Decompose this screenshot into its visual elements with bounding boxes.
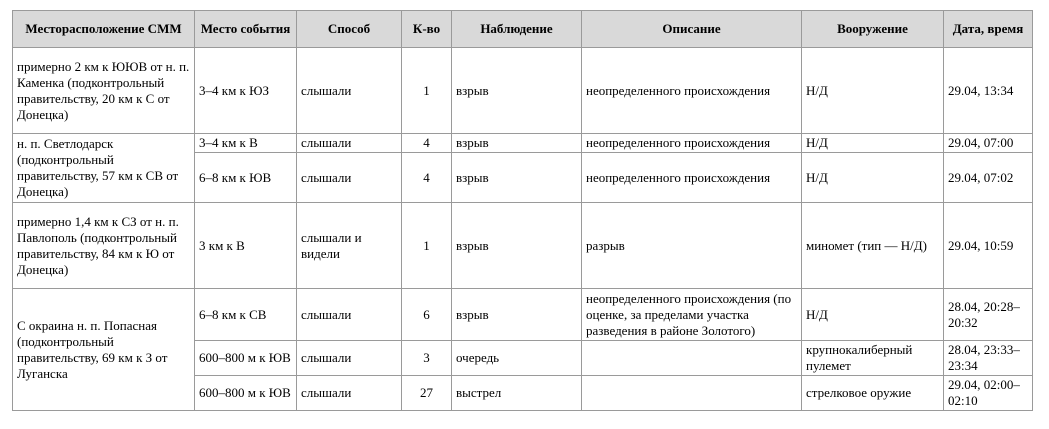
- description-cell: [582, 341, 802, 376]
- location-cell: примерно 1,4 км к СЗ от н. п. Павлополь (подконтрольный правительству, 84 км к Ю от Донецка): [13, 203, 195, 289]
- event-place-cell: 600–800 м к ЮВ: [195, 341, 297, 376]
- location-cell: н. п. Светлодарск (подконтрольный правительству, 57 км к СВ от Донецка): [13, 134, 195, 203]
- weapon-cell: Н/Д: [802, 153, 944, 203]
- event-place-cell: 6–8 км к ЮВ: [195, 153, 297, 203]
- header-description: Описание: [582, 11, 802, 48]
- header-event-place: Место события: [195, 11, 297, 48]
- observation-cell: выстрел: [452, 376, 582, 411]
- method-cell: слышали: [297, 341, 402, 376]
- observation-cell: взрыв: [452, 153, 582, 203]
- observation-cell: взрыв: [452, 289, 582, 341]
- table-row: [13, 134, 1033, 153]
- method-cell: слышали: [297, 376, 402, 411]
- observation-cell: взрыв: [452, 48, 582, 134]
- observation-cell: взрыв: [452, 203, 582, 289]
- datetime-cell: 28.04, 23:33–23:34: [944, 341, 1033, 376]
- event-place-cell: 3–4 км к В: [195, 134, 297, 153]
- header-row: [13, 11, 1033, 48]
- count-cell: 3: [402, 341, 452, 376]
- header-count: К-во: [402, 11, 452, 48]
- weapon-cell: стрелковое оружие: [802, 376, 944, 411]
- weapon-cell: миномет (тип — Н/Д): [802, 203, 944, 289]
- location-cell: примерно 2 км к ЮЮВ от н. п. Каменка (подконтрольный правительству, 20 км к С от Донецка): [13, 48, 195, 134]
- weapon-cell: Н/Д: [802, 289, 944, 341]
- weapon-cell: Н/Д: [802, 48, 944, 134]
- observation-cell: очередь: [452, 341, 582, 376]
- description-cell: неопределенного происхождения: [582, 153, 802, 203]
- header-datetime: Дата, время: [944, 11, 1033, 48]
- header-weapon: Вооружение: [802, 11, 944, 48]
- header-location: Месторасположение СММ: [13, 11, 195, 48]
- observations-table: [12, 10, 1033, 411]
- method-cell: слышали: [297, 134, 402, 153]
- observation-cell: взрыв: [452, 134, 582, 153]
- header-method: Способ: [297, 11, 402, 48]
- count-cell: 1: [402, 203, 452, 289]
- method-cell: слышали: [297, 153, 402, 203]
- count-cell: 1: [402, 48, 452, 134]
- table-row: [13, 203, 1033, 289]
- datetime-cell: 29.04, 02:00–02:10: [944, 376, 1033, 411]
- header-observation: Наблюдение: [452, 11, 582, 48]
- count-cell: 4: [402, 134, 452, 153]
- datetime-cell: 29.04, 10:59: [944, 203, 1033, 289]
- weapon-cell: Н/Д: [802, 134, 944, 153]
- report-table-container: [12, 10, 1033, 411]
- count-cell: 27: [402, 376, 452, 411]
- method-cell: слышали: [297, 48, 402, 134]
- weapon-cell: крупнокалиберный пулемет: [802, 341, 944, 376]
- table-row: [13, 289, 1033, 341]
- datetime-cell: 29.04, 13:34: [944, 48, 1033, 134]
- count-cell: 6: [402, 289, 452, 341]
- location-cell: С окраина н. п. Попасная (подконтрольный правительству, 69 км к З от Луганска: [13, 289, 195, 411]
- method-cell: слышали: [297, 289, 402, 341]
- table-row: [13, 48, 1033, 134]
- method-cell: слышали и видели: [297, 203, 402, 289]
- description-cell: неопределенного происхождения (по оценке, за пределами участка разведения в районе Золотого): [582, 289, 802, 341]
- event-place-cell: 6–8 км к СВ: [195, 289, 297, 341]
- event-place-cell: 3–4 км к ЮЗ: [195, 48, 297, 134]
- event-place-cell: 3 км к В: [195, 203, 297, 289]
- event-place-cell: 600–800 м к ЮВ: [195, 376, 297, 411]
- description-cell: разрыв: [582, 203, 802, 289]
- description-cell: неопределенного происхождения: [582, 134, 802, 153]
- datetime-cell: 29.04, 07:02: [944, 153, 1033, 203]
- datetime-cell: 29.04, 07:00: [944, 134, 1033, 153]
- count-cell: 4: [402, 153, 452, 203]
- datetime-cell: 28.04, 20:28–20:32: [944, 289, 1033, 341]
- description-cell: неопределенного происхождения: [582, 48, 802, 134]
- description-cell: [582, 376, 802, 411]
